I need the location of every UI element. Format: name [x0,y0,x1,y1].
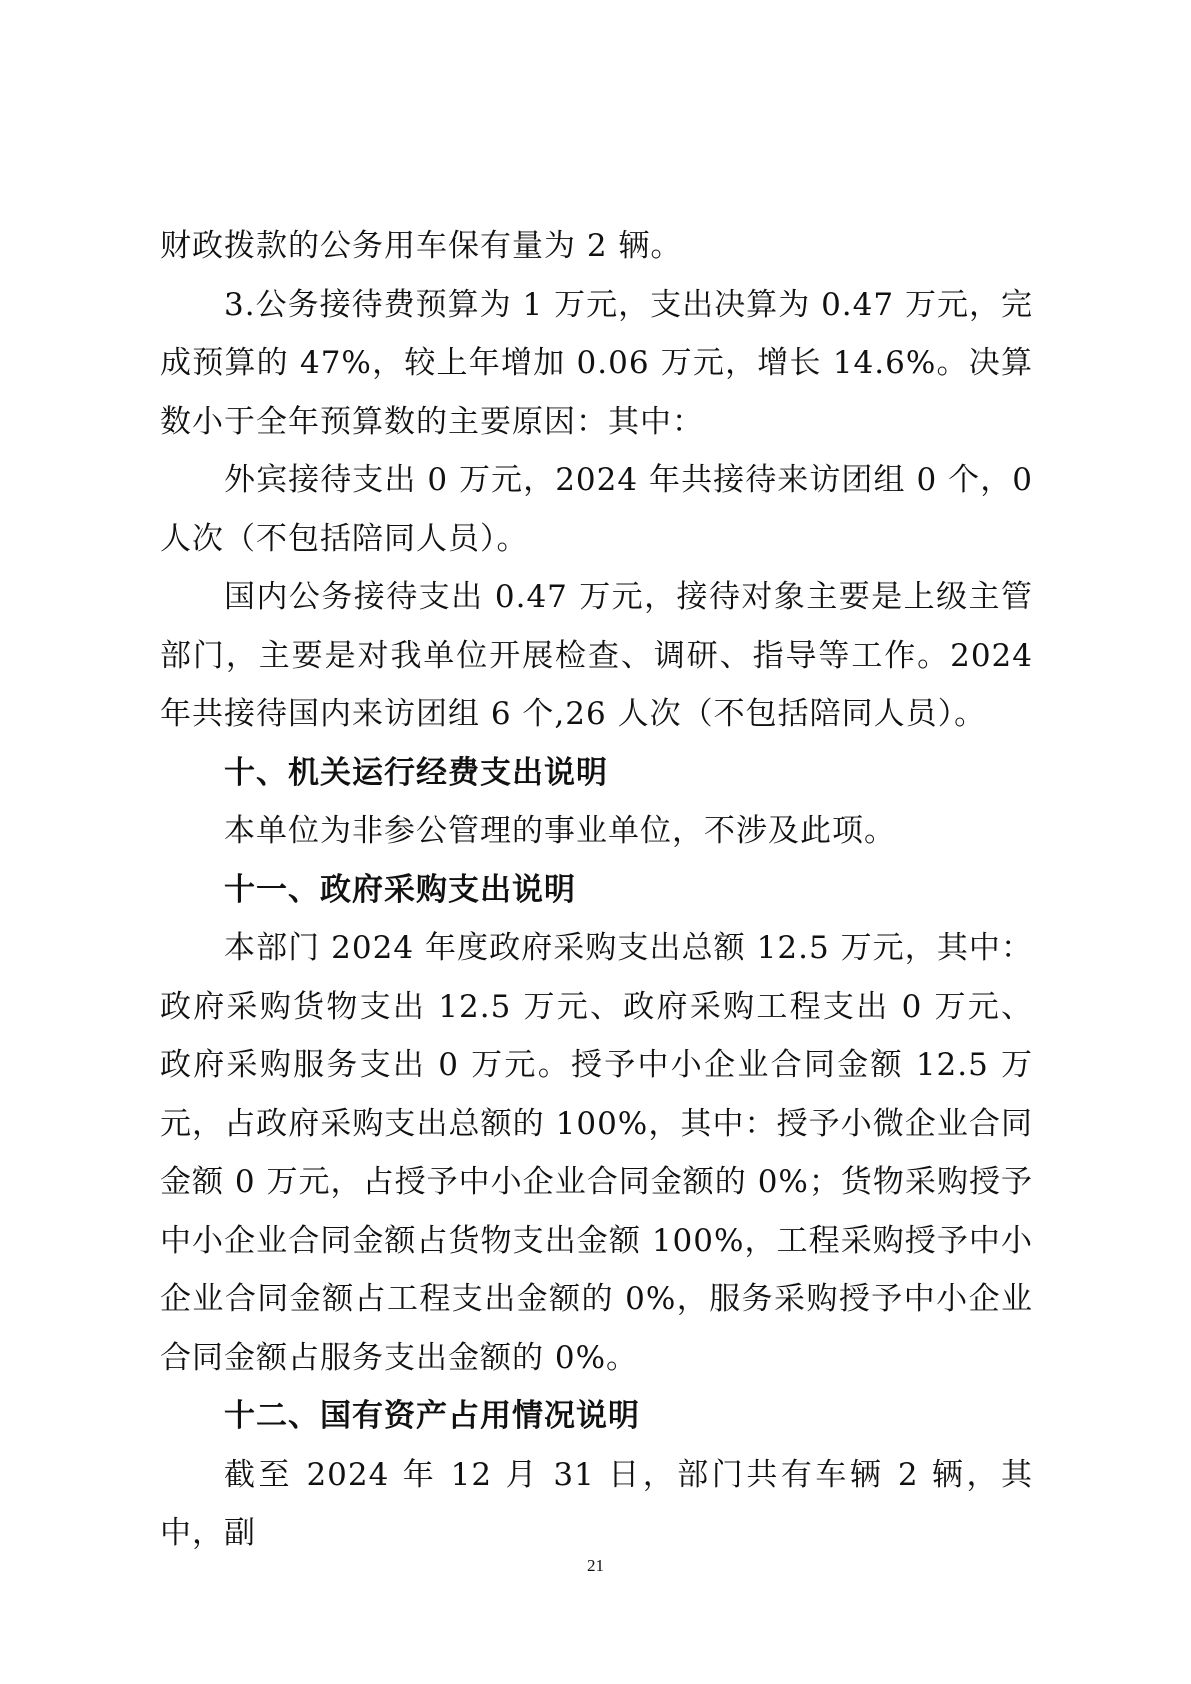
heading-section-11: 十一、政府采购支出说明 [224,871,576,908]
page-number: 21 [587,1556,604,1575]
page-body [160,217,1033,1563]
heading-section-12: 十二、国有资产占用情况说明 [224,1398,640,1434]
heading-section-10: 十、机关运行经费支出说明 [224,754,608,791]
paragraph-vehicle-count: 财政拨款的公务用车保有量为 2 辆。 [160,228,683,264]
paragraph-domestic-reception: 国内公务接待支出 0.47 万元，接待对象主要是上级主管部门，主要是对我单位开展检查、调研、指导等工作。2024 年共接待国内来访团组 6 个,26 人次（不包括陪同人员）。 [160,579,1033,732]
paragraph-reception-budget: 3.公务接待费预算为 1 万元，支出决算为 0.47 万元，完成预算的 47%，较上年增加 0.06 万元，增长 14.6%。决算数小于全年预算数的主要原因：其中： [160,286,1033,440]
paragraph-procurement: 本部门 2024 年度政府采购支出总额 12.5 万元，其中：政府采购货物支出 12.5 万元、政府采购工程支出 0 万元、政府采购服务支出 0 万元。授予中小企业合同金额 12.5 万元，占政府采购支出总额的 100%，其中：授予小微企业合同金额 0 万元，占授予中小企业合同金额的 0%；货物采购授予中小企业合同金额占货物支出金额 100%，工程采购授予中小企业合同金额占工程支出金额的 0%，服务采购授予中小企业合同金额占服务支出金额的 0%。 [160,930,1033,1376]
paragraph-foreign-reception: 外宾接待支出 0 万元，2024 年共接待来访团组 0 个，0 人次（不包括陪同人员）。 [160,462,1033,557]
paragraph-state-assets: 截至 2024 年 12 月 31 日，部门共有车辆 2 辆，其中，副 [160,1456,1033,1551]
paragraph-operating-expenses: 本单位为非参公管理的事业单位，不涉及此项。 [224,813,896,849]
